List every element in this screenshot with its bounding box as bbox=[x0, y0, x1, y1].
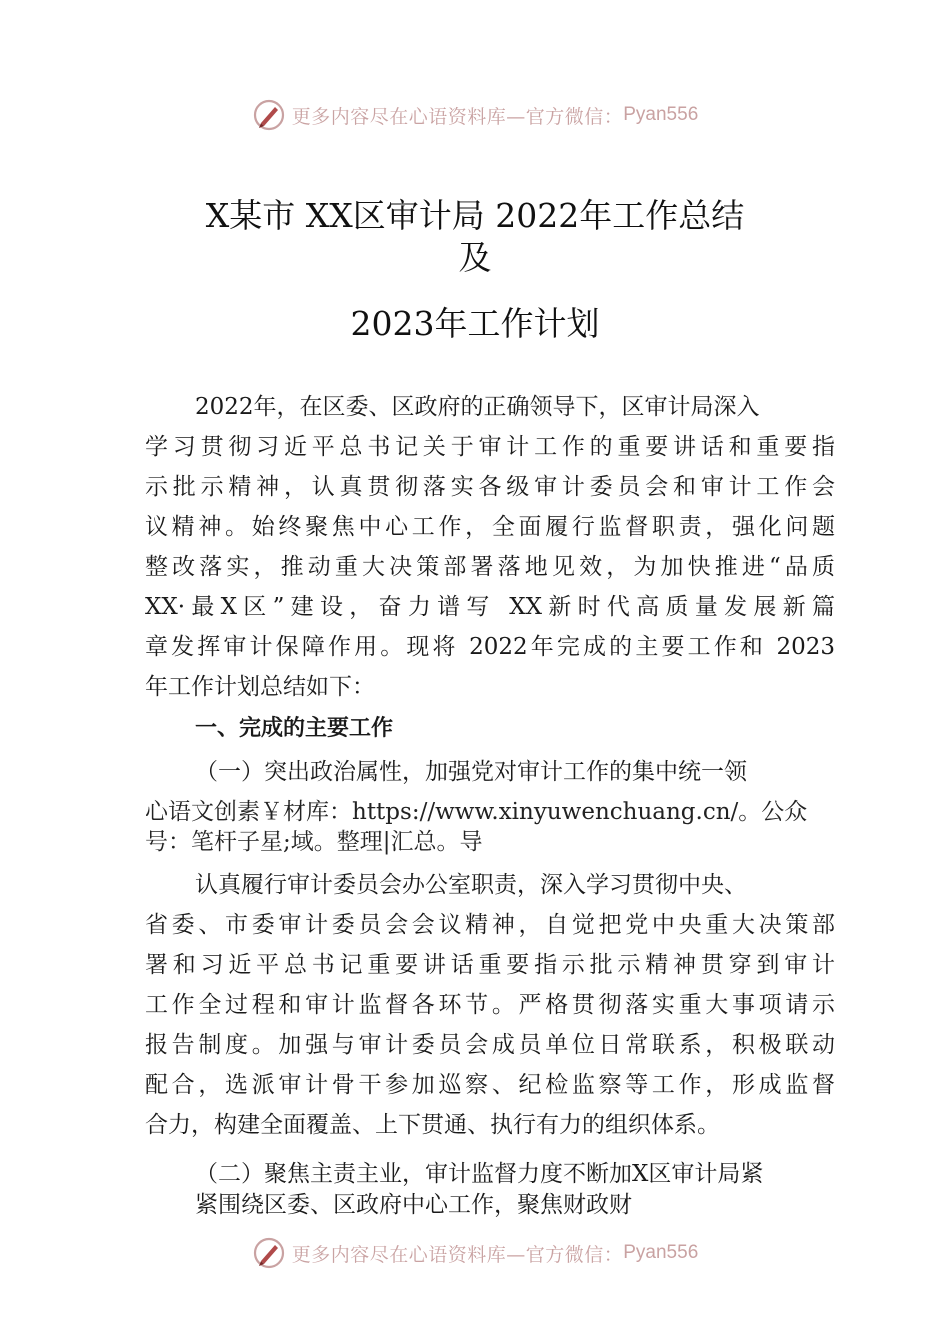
para1-line-1: 2022年，在区委、区政府的正确领导下，区审计局深入 bbox=[195, 394, 760, 420]
watermark-text: 更多内容尽在心语资料库—官方微信： bbox=[291, 1243, 624, 1266]
subsection-heading-2: （二）聚焦主责主业，审计监督力度不断加X区审计局紧 bbox=[195, 1161, 764, 1187]
para1-line-4: 议精神。始终聚焦中心工作，全面履行监督职责，强化问题 bbox=[145, 514, 835, 540]
para1-line-7: 章发挥审计保障作用。现将 2022年完成的主要工作和 2023 bbox=[145, 634, 835, 660]
para2-line-3: 署和习近平总书记重要讲话重要指示批示精神贯穿到审计 bbox=[145, 952, 835, 978]
subsection-heading-2-cont: 紧围绕区委、区政府中心工作，聚焦财政财 bbox=[195, 1192, 632, 1218]
watermark-top bbox=[0, 95, 950, 135]
subsection-heading-1: （一）突出政治属性，加强党对审计工作的集中统一领 bbox=[195, 759, 747, 785]
para1-line-8: 年工作计划总结如下： bbox=[145, 674, 375, 700]
pen-logo-icon bbox=[252, 1236, 286, 1270]
doc-title-line-3: 2023年工作计划 bbox=[350, 304, 600, 343]
para2-line-6: 配合，选派审计骨干参加巡察、纪检监察等工作，形成监督 bbox=[145, 1072, 835, 1098]
para1-line-5: 整改落实，推动重大决策部署落地见效，为加快推进“品质 bbox=[145, 554, 835, 580]
promo-line-2: 号：笔杆子星;域。整理|汇总。导 bbox=[145, 829, 483, 855]
para2-line-1: 认真履行审计委员会办公室职责，深入学习贯彻中央、 bbox=[195, 872, 747, 898]
watermark-bottom bbox=[0, 1233, 950, 1273]
para2-line-7: 合力，构建全面覆盖、上下贯通、执行有力的组织体系。 bbox=[145, 1112, 720, 1138]
pen-logo-icon bbox=[252, 98, 286, 132]
para1-line-3: 示批示精神，认真贯彻落实各级审计委员会和审计工作会 bbox=[145, 474, 835, 500]
para2-line-2: 省委、市委审计委员会会议精神，自觉把党中央重大决策部 bbox=[145, 912, 835, 938]
section-heading-1: 一、完成的主要工作 bbox=[195, 716, 394, 741]
watermark-handle: Pyan556 bbox=[623, 104, 699, 125]
promo-line-1: 心语文创素￥材库：https://www.xinyuwenchuang.cn/。公众 bbox=[145, 799, 808, 825]
para2-line-4: 工作全过程和审计监督各环节。严格贯彻落实重大事项请示 bbox=[145, 992, 835, 1018]
watermark-handle: Pyan556 bbox=[623, 1242, 699, 1263]
watermark-text: 更多内容尽在心语资料库—官方微信： bbox=[291, 105, 624, 128]
para2-line-5: 报告制度。加强与审计委员会成员单位日常联系，积极联动 bbox=[145, 1032, 835, 1058]
doc-title-line-2: 及 bbox=[458, 238, 492, 277]
doc-title-line-1: X某市 XX区审计局 2022年工作总结 bbox=[205, 196, 745, 235]
para1-line-6: XX·最X区”建设，奋力谱写 XX新时代高质量发展新篇 bbox=[145, 594, 835, 620]
para1-line-2: 学习贯彻习近平总书记关于审计工作的重要讲话和重要指 bbox=[145, 434, 835, 460]
